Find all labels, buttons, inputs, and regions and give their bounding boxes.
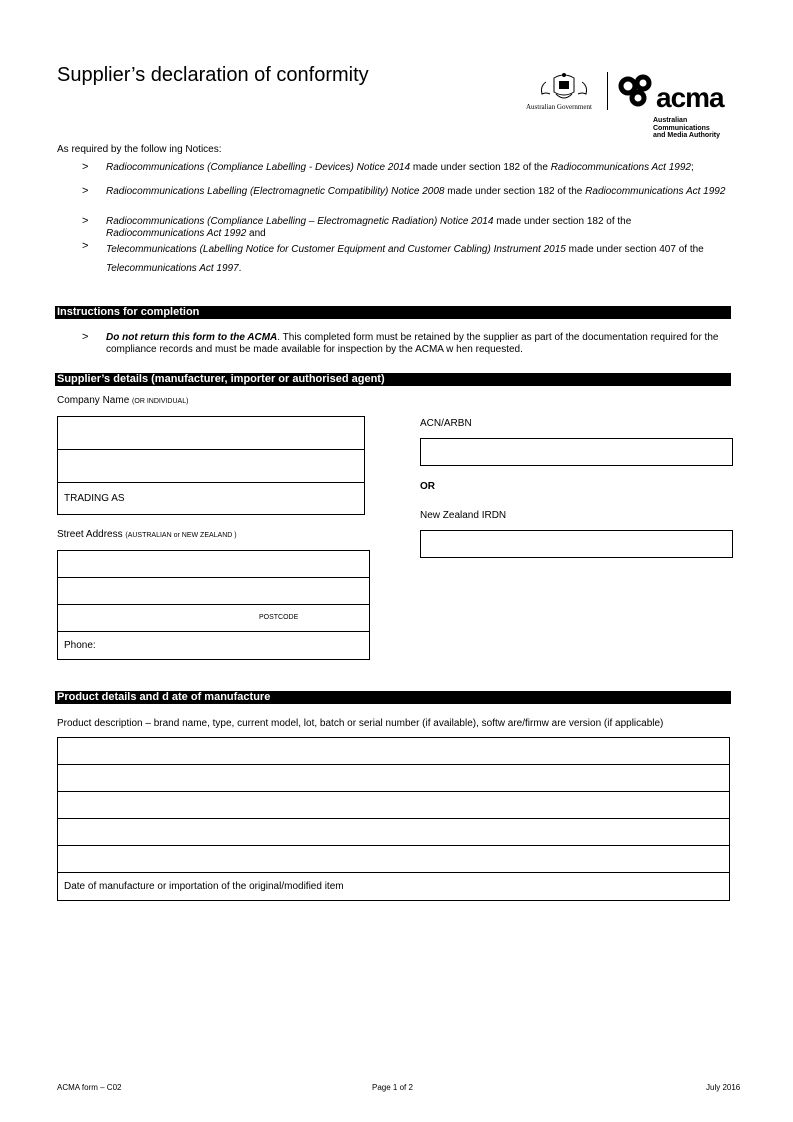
postcode-label: POSTCODE bbox=[259, 614, 299, 621]
page-title: Supplier’s declaration of conformity bbox=[57, 64, 369, 86]
product-description-line[interactable] bbox=[58, 792, 729, 819]
notice-item: Radiocommunications Labelling (Electromagnetic Compatibility) Notice 2008 made under section 182 of the Radiocommunications Act 1992 bbox=[106, 186, 726, 197]
acma-wordmark: acma bbox=[656, 82, 724, 113]
notice-item: Radiocommunications (Compliance Labelling - Devices) Notice 2014 made under section 182 of the Radiocommunications Act 1992; bbox=[106, 162, 694, 173]
footer-page-number: Page 1 of 2 bbox=[372, 1083, 413, 1092]
phone-label: Phone: bbox=[64, 640, 96, 651]
phone-field[interactable] bbox=[58, 632, 369, 659]
street-address-box bbox=[57, 550, 370, 660]
bullet-icon: > bbox=[82, 215, 89, 227]
acma-subtitle: Australian Communications and Media Authority bbox=[653, 117, 721, 139]
product-description-label: Product description – brand name, type, current model, lot, batch or serial number (if available), softw are/firmw are version (if applicable) bbox=[57, 718, 664, 729]
company-name-label: Company Name (OR INDIVIDUAL) bbox=[57, 395, 189, 406]
street-address-field-2[interactable] bbox=[58, 578, 369, 605]
product-heading: Product details and d ate of manufacture bbox=[55, 691, 731, 704]
acma-logo-icon bbox=[616, 74, 658, 110]
product-description-line[interactable] bbox=[58, 738, 729, 765]
street-address-label: Street Address (AUSTRALIAN or NEW ZEALAND ) bbox=[57, 529, 237, 540]
notices-intro: As required by the follow ing Notices: bbox=[57, 144, 222, 155]
notice-item: Radiocommunications (Compliance Labelling – Electromagnetic Radiation) Notice 2014 made under section 182 of the Radiocommunications Act 1992 and bbox=[106, 216, 632, 239]
street-address-field[interactable] bbox=[58, 551, 369, 578]
trading-as-label: TRADING AS bbox=[64, 493, 125, 504]
bullet-icon: > bbox=[82, 240, 89, 252]
manufacture-date-field[interactable] bbox=[58, 873, 729, 900]
footer-form-id: ACMA form – C02 bbox=[57, 1083, 122, 1092]
instructions-text: Do not return this form to the ACMA. This completed form must be retained by the supplier as part of the documentation required for the compliance records and must be made available for inspection by the ACMA w hen requested. bbox=[106, 332, 719, 355]
acn-arbn-label: ACN/ARBN bbox=[420, 418, 472, 429]
government-label: Australian Government bbox=[526, 103, 592, 111]
supplier-heading: Supplier’s details (manufacturer, importer or authorised agent) bbox=[55, 373, 731, 386]
product-description-line[interactable] bbox=[58, 846, 729, 873]
instructions-heading: Instructions for completion bbox=[55, 306, 731, 319]
logo-divider bbox=[607, 72, 608, 110]
acn-arbn-field[interactable] bbox=[420, 438, 733, 466]
postcode-field[interactable] bbox=[58, 605, 369, 632]
company-name-box bbox=[57, 416, 365, 515]
notice-item: Telecommunications (Labelling Notice for Customer Equipment and Customer Cabling) Instrument 2015 made under section 407 of the Telecommunications Act 1997. bbox=[106, 244, 704, 274]
company-name-field[interactable] bbox=[58, 417, 364, 450]
company-name-field-2[interactable] bbox=[58, 450, 364, 483]
bullet-icon: > bbox=[82, 161, 89, 173]
manufacture-date-label: Date of manufacture or importation of the original/modified item bbox=[64, 881, 344, 892]
footer-date: July 2016 bbox=[706, 1083, 741, 1092]
nz-irdn-label: New Zealand IRDN bbox=[420, 510, 507, 521]
bullet-icon: > bbox=[82, 185, 89, 197]
trading-as-field[interactable] bbox=[58, 483, 364, 514]
product-description-line[interactable] bbox=[58, 765, 729, 792]
product-description-box bbox=[57, 737, 730, 901]
product-description-line[interactable] bbox=[58, 819, 729, 846]
nz-irdn-field[interactable] bbox=[420, 530, 733, 558]
or-label: OR bbox=[420, 481, 435, 492]
bullet-icon: > bbox=[82, 331, 89, 343]
